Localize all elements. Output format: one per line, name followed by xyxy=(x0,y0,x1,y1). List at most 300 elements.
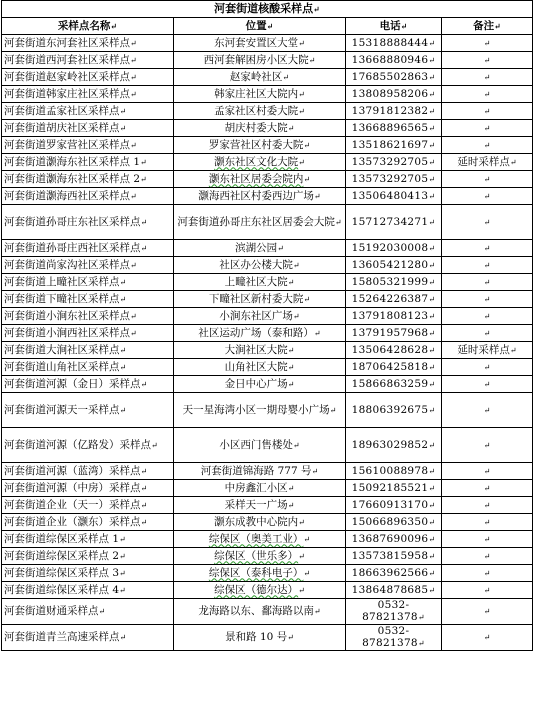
paragraph-mark: ↵ xyxy=(483,38,491,48)
location-cell xyxy=(174,120,346,137)
phone-text: 15066896350 xyxy=(351,515,429,528)
paragraph-mark: ↵ xyxy=(428,55,436,65)
paragraph-mark: ↵ xyxy=(428,311,436,321)
location-text: 中房鑫汇小区 xyxy=(224,481,288,494)
paragraph-mark: ↵ xyxy=(140,483,148,493)
paragraph-mark: ↵ xyxy=(428,362,436,372)
phone-cell xyxy=(346,205,442,240)
table-row xyxy=(2,325,533,342)
phone-cell xyxy=(346,240,442,257)
table-body xyxy=(2,35,533,651)
paragraph-mark: ↵ xyxy=(130,311,137,321)
location-cell xyxy=(174,342,346,359)
name-cell xyxy=(2,274,174,291)
paragraph-mark: ↵ xyxy=(298,38,305,48)
location-text: 社区办公楼大院 xyxy=(219,258,293,271)
location-cell xyxy=(174,531,346,548)
paragraph-mark: ↵ xyxy=(292,260,300,270)
name-cell xyxy=(2,308,174,325)
location-text: 山角社区大院 xyxy=(224,360,288,373)
header-name: 采样点名称↵ xyxy=(2,18,174,35)
name-text: 河套街道西河套社区采样点 xyxy=(4,53,130,66)
name-text: 河套街道综保区采样点 4 xyxy=(4,583,120,596)
paragraph-mark: ↵ xyxy=(483,55,491,65)
name-cell xyxy=(2,154,174,171)
paragraph-mark: ↵ xyxy=(303,568,311,578)
paragraph-mark: ↵ xyxy=(119,405,127,415)
note-cell xyxy=(442,52,533,69)
table-row xyxy=(2,274,533,291)
paragraph-mark: ↵ xyxy=(119,585,126,595)
note-cell xyxy=(442,359,533,376)
name-text: 河套街道河源天一采样点 xyxy=(4,403,120,416)
location-text: 综保区（泰科电子） xyxy=(208,566,304,579)
note-cell xyxy=(442,308,533,325)
note-cell xyxy=(442,428,533,463)
header-location: 位置↵ xyxy=(174,18,346,35)
paragraph-mark: ↵ xyxy=(130,72,137,82)
name-text: 河套街道综保区采样点 2 xyxy=(4,549,120,562)
phone-text: 15264226387 xyxy=(351,292,429,305)
paragraph-mark: ↵ xyxy=(428,534,436,544)
note-cell xyxy=(442,342,533,359)
note-cell xyxy=(442,137,533,154)
paragraph-mark: ↵ xyxy=(428,483,436,493)
note-cell xyxy=(442,154,533,171)
name-cell xyxy=(2,514,174,531)
table-row xyxy=(2,154,533,171)
table-row xyxy=(2,257,533,274)
phone-text: 18663962566 xyxy=(351,566,429,579)
location-text: 东河套安置区大堂 xyxy=(214,36,299,49)
table-row xyxy=(2,497,533,514)
location-cell xyxy=(174,463,346,480)
phone-text: 18963029852 xyxy=(351,438,429,451)
paragraph-mark: ↵ xyxy=(287,483,295,493)
name-cell xyxy=(2,35,174,52)
name-text: 河套街道综保区采样点 1 xyxy=(4,532,120,545)
paragraph-mark: ↵ xyxy=(428,551,436,561)
paragraph-mark: ↵ xyxy=(483,362,491,372)
phone-cell xyxy=(346,428,442,463)
paragraph-mark: ↵ xyxy=(428,123,436,133)
paragraph-mark: ↵ xyxy=(140,500,148,510)
paragraph-mark: ↵ xyxy=(483,311,491,321)
phone-cell xyxy=(346,548,442,565)
table-row xyxy=(2,548,533,565)
phone-cell xyxy=(346,599,442,625)
phone-cell xyxy=(346,497,442,514)
phone-text: 15092185521 xyxy=(351,481,429,494)
table-row xyxy=(2,599,533,625)
phone-cell xyxy=(346,274,442,291)
paragraph-mark: ↵ xyxy=(428,260,436,270)
paragraph-mark: ↵ xyxy=(483,294,491,304)
paragraph-mark: ↵ xyxy=(303,174,311,184)
phone-cell xyxy=(346,171,442,188)
paragraph-mark: ↵ xyxy=(428,140,436,150)
location-cell xyxy=(174,240,346,257)
table-row xyxy=(2,625,533,651)
paragraph-mark: ↵ xyxy=(483,517,491,527)
paragraph-mark: ↵ xyxy=(140,379,148,389)
paragraph-mark: ↵ xyxy=(140,157,147,167)
paragraph-mark: ↵ xyxy=(509,345,517,355)
paragraph-mark: ↵ xyxy=(303,294,311,304)
table-row xyxy=(2,103,533,120)
paragraph-mark: ↵ xyxy=(303,140,311,150)
location-text: 罗家营社区村委大院 xyxy=(208,138,304,151)
name-cell xyxy=(2,86,174,103)
paragraph-mark: ↵ xyxy=(428,405,436,415)
paragraph-mark: ↵ xyxy=(292,440,300,450)
note-cell xyxy=(442,599,533,625)
name-text: 河套街道河源（亿路发）采样点 xyxy=(4,438,151,451)
name-text: 河套街道孟家社区采样点 xyxy=(4,104,120,117)
paragraph-mark: ↵ xyxy=(287,345,295,355)
table-row xyxy=(2,35,533,52)
paragraph-mark: ↵ xyxy=(428,345,436,355)
name-cell xyxy=(2,531,174,548)
paragraph-mark: ↵ xyxy=(119,568,126,578)
paragraph-mark: ↵ xyxy=(308,55,316,65)
phone-cell xyxy=(346,137,442,154)
paragraph-mark: ↵ xyxy=(483,466,491,476)
location-text: 上疃社区大院 xyxy=(224,275,288,288)
paragraph-mark: ↵ xyxy=(130,191,137,201)
note-cell xyxy=(442,188,533,205)
paragraph-mark: ↵ xyxy=(483,243,491,253)
table-row xyxy=(2,514,533,531)
name-cell xyxy=(2,325,174,342)
phone-text: 17660913170 xyxy=(351,498,429,511)
paragraph-mark: ↵ xyxy=(483,551,491,561)
note-cell xyxy=(442,582,533,599)
phone-cell xyxy=(346,480,442,497)
paragraph-mark: ↵ xyxy=(292,311,300,321)
paragraph-mark: ↵ xyxy=(483,483,491,493)
paragraph-mark: ↵ xyxy=(417,613,425,622)
paragraph-mark: ↵ xyxy=(428,294,436,304)
location-cell xyxy=(174,69,346,86)
name-text: 河套街道东河套社区采样点 xyxy=(4,36,130,49)
paragraph-mark: ↵ xyxy=(483,379,491,389)
name-cell xyxy=(2,342,174,359)
phone-text: 15610088978 xyxy=(351,464,429,477)
location-text: 采样天一广场 xyxy=(224,498,288,511)
paragraph-mark: ↵ xyxy=(509,157,517,167)
table-row xyxy=(2,120,533,137)
paragraph-mark: ↵ xyxy=(303,534,311,544)
sampling-points-sheet xyxy=(1,0,532,651)
location-cell xyxy=(174,291,346,308)
paragraph-mark: ↵ xyxy=(428,277,436,287)
paragraph-mark: ↵ xyxy=(483,106,491,116)
paragraph-mark: ↵ xyxy=(428,328,436,338)
name-cell xyxy=(2,359,174,376)
paragraph-mark: ↵ xyxy=(428,174,436,184)
phone-cell xyxy=(346,325,442,342)
paragraph-mark: ↵ xyxy=(313,191,321,201)
paragraph-mark: ↵ xyxy=(334,217,342,227)
location-cell xyxy=(174,480,346,497)
phone-text: 13668880946 xyxy=(351,53,429,66)
location-cell xyxy=(174,393,346,428)
paragraph-mark: ↵ xyxy=(428,191,436,201)
note-cell xyxy=(442,257,533,274)
paragraph-mark: ↵ xyxy=(483,277,491,287)
name-cell xyxy=(2,376,174,393)
name-cell xyxy=(2,171,174,188)
location-cell xyxy=(174,497,346,514)
location-cell xyxy=(174,565,346,582)
table-row xyxy=(2,582,533,599)
paragraph-mark: ↵ xyxy=(287,362,295,372)
phone-cell xyxy=(346,188,442,205)
phone-cell xyxy=(346,103,442,120)
location-cell xyxy=(174,599,346,625)
paragraph-mark: ↵ xyxy=(428,466,436,476)
paragraph-mark: ↵ xyxy=(483,140,491,150)
table-title: 河套街道核酸采样点 xyxy=(214,2,314,15)
location-text: 河套街道锦海路 777 号 xyxy=(200,464,312,477)
name-cell xyxy=(2,548,174,565)
location-text: 灏东社区居委会院内 xyxy=(208,172,304,185)
paragraph-mark: ↵ xyxy=(329,405,337,415)
location-text: 下疃社区新村委大院 xyxy=(208,292,304,305)
phone-text: 13864878685 xyxy=(351,583,429,596)
table-row xyxy=(2,359,533,376)
name-text: 河套街道河源（中房）采样点 xyxy=(4,481,141,494)
paragraph-mark: ↵ xyxy=(483,89,491,99)
paragraph-mark: ↵ xyxy=(483,260,491,270)
paragraph-mark: ↵ xyxy=(428,440,436,450)
note-cell xyxy=(442,35,533,52)
name-cell xyxy=(2,257,174,274)
location-cell xyxy=(174,86,346,103)
paragraph-mark: ↵ xyxy=(428,379,436,389)
location-cell xyxy=(174,625,346,651)
paragraph-mark: ↵ xyxy=(483,191,491,201)
location-text: 西河套解困房小区大院 xyxy=(203,53,309,66)
paragraph-mark: ↵ xyxy=(483,405,491,415)
paragraph-mark: ↵ xyxy=(428,517,436,527)
name-text: 河套街道灏海东社区采样点 1 xyxy=(4,155,141,168)
phone-text: 15712734271 xyxy=(351,215,429,228)
paragraph-mark: ↵ xyxy=(298,551,305,561)
phone-text: 15318888444 xyxy=(351,36,429,49)
name-text: 河套街道胡庆社区采样点 xyxy=(4,121,120,134)
paragraph-mark: ↵ xyxy=(119,362,127,372)
name-cell xyxy=(2,103,174,120)
paragraph-mark: ↵ xyxy=(483,217,491,227)
name-text: 河套街道财通采样点 xyxy=(4,605,99,617)
header-phone: 电话↵ xyxy=(346,18,442,35)
phone-text: 13791812382 xyxy=(351,104,429,117)
location-cell xyxy=(174,514,346,531)
note-text: 延时采样点 xyxy=(457,155,510,168)
phone-cell xyxy=(346,514,442,531)
name-text: 河套街道企业（灏东）采样点 xyxy=(4,515,141,528)
paragraph-mark: ↵ xyxy=(298,106,305,116)
paragraph-mark: ↵ xyxy=(298,585,305,595)
location-cell xyxy=(174,308,346,325)
note-cell xyxy=(442,120,533,137)
paragraph-mark: ↵ xyxy=(277,243,284,253)
note-cell xyxy=(442,291,533,308)
phone-text: 0532-87821378 xyxy=(362,599,418,623)
location-text: 河套街道孙哥庄东社区居委会大院 xyxy=(177,215,335,228)
note-text: 延时采样点 xyxy=(457,343,510,356)
phone-text: 13808958206 xyxy=(351,87,429,100)
paragraph-mark: ↵ xyxy=(130,89,137,99)
note-cell xyxy=(442,171,533,188)
name-text: 河套街道孙哥庄西社区采样点 xyxy=(4,241,141,254)
paragraph-mark: ↵ xyxy=(119,123,127,133)
paragraph-mark: ↵ xyxy=(483,123,491,133)
table-row xyxy=(2,393,533,428)
paragraph-mark: ↵ xyxy=(282,72,290,82)
phone-cell xyxy=(346,257,442,274)
table-row xyxy=(2,69,533,86)
paragraph-mark: ↵ xyxy=(483,633,491,642)
phone-cell xyxy=(346,291,442,308)
location-cell xyxy=(174,257,346,274)
name-text: 河套街道上疃社区采样点 xyxy=(4,275,120,288)
location-cell xyxy=(174,52,346,69)
location-text: 大涧社区大院 xyxy=(224,343,288,356)
note-cell xyxy=(442,325,533,342)
location-text: 综保区（世乐多） xyxy=(214,549,299,562)
name-text: 河套街道综保区采样点 3 xyxy=(4,566,120,579)
phone-text: 18806392675 xyxy=(351,403,429,416)
table-row xyxy=(2,531,533,548)
paragraph-mark: ↵ xyxy=(140,466,148,476)
paragraph-mark: ↵ xyxy=(417,639,425,648)
note-cell xyxy=(442,240,533,257)
paragraph-mark: ↵ xyxy=(483,500,491,510)
location-cell xyxy=(174,205,346,240)
name-text: 河套街道河源（金日）采样点 xyxy=(4,377,141,390)
phone-text: 13791957968 xyxy=(351,326,429,339)
paragraph-mark: ↵ xyxy=(140,174,147,184)
name-text: 河套街道企业（天一）采样点 xyxy=(4,498,141,511)
name-cell xyxy=(2,463,174,480)
paragraph-mark: ↵ xyxy=(140,217,148,227)
name-cell xyxy=(2,205,174,240)
location-cell xyxy=(174,376,346,393)
location-text: 龙海路以东、鄱海路以南 xyxy=(198,605,314,617)
paragraph-mark: ↵ xyxy=(130,328,137,338)
phone-text: 18706425818 xyxy=(351,360,429,373)
phone-text: 13506480413 xyxy=(351,189,429,202)
name-cell xyxy=(2,137,174,154)
location-text: 灏东社区文化大院 xyxy=(214,155,299,168)
paragraph-mark: ↵ xyxy=(311,466,319,476)
name-cell xyxy=(2,599,174,625)
paragraph-mark: ↵ xyxy=(483,534,491,544)
note-cell xyxy=(442,205,533,240)
header-row xyxy=(2,18,533,35)
location-text: 赵家岭社区 xyxy=(229,70,283,83)
location-text: 天一星海湾小区一期母婴小广场 xyxy=(182,403,330,416)
paragraph-mark: ↵ xyxy=(119,345,127,355)
location-text: 小涧东社区广场 xyxy=(219,309,293,322)
phone-text: 0532-87821378 xyxy=(362,625,418,649)
paragraph-mark: ↵ xyxy=(287,633,294,642)
phone-cell xyxy=(346,463,442,480)
location-text: 灏海西社区村委西边广场 xyxy=(198,189,314,202)
location-cell xyxy=(174,548,346,565)
phone-cell xyxy=(346,154,442,171)
name-text: 河套街道大涧社区采样点 xyxy=(4,343,120,356)
name-cell xyxy=(2,120,174,137)
location-text: 综保区（奥美工业） xyxy=(208,532,304,545)
name-cell xyxy=(2,393,174,428)
location-cell xyxy=(174,103,346,120)
table-row xyxy=(2,463,533,480)
name-cell xyxy=(2,625,174,651)
name-text: 河套街道小涧西社区采样点 xyxy=(4,326,130,339)
table-row xyxy=(2,480,533,497)
paragraph-mark: ↵ xyxy=(287,277,295,287)
phone-cell xyxy=(346,359,442,376)
name-cell xyxy=(2,497,174,514)
phone-text: 15192030008 xyxy=(351,241,429,254)
table-row xyxy=(2,291,533,308)
name-text: 河套街道灏海东社区采样点 2 xyxy=(4,172,141,185)
paragraph-mark: ↵ xyxy=(483,328,491,338)
title-row xyxy=(2,1,533,18)
name-cell xyxy=(2,291,174,308)
location-cell xyxy=(174,428,346,463)
phone-text: 15805321999 xyxy=(351,275,429,288)
phone-text: 17685502863 xyxy=(351,70,429,83)
table-row xyxy=(2,188,533,205)
table-title-cell xyxy=(2,1,533,18)
table-row xyxy=(2,308,533,325)
name-text: 河套街道下疃社区采样点 xyxy=(4,292,120,305)
table-row xyxy=(2,52,533,69)
paragraph-mark: ↵ xyxy=(428,157,436,167)
name-cell xyxy=(2,240,174,257)
name-text: 河套街道山角社区采样点 xyxy=(4,360,120,373)
paragraph-mark: ↵ xyxy=(140,243,148,253)
paragraph-mark: ↵ xyxy=(313,328,321,338)
location-cell xyxy=(174,154,346,171)
phone-cell xyxy=(346,376,442,393)
phone-cell xyxy=(346,308,442,325)
paragraph-mark: ↵ xyxy=(428,585,436,595)
paragraph-mark: ↵ xyxy=(140,517,148,527)
table-row xyxy=(2,240,533,257)
location-text: 社区运动广场（泰和路） xyxy=(198,326,314,339)
location-text: 胡庆村委大院 xyxy=(224,121,288,134)
location-cell xyxy=(174,359,346,376)
name-cell xyxy=(2,428,174,463)
location-cell xyxy=(174,274,346,291)
location-cell xyxy=(174,325,346,342)
phone-cell xyxy=(346,531,442,548)
phone-text: 13791808123 xyxy=(351,309,429,322)
paragraph-mark: ↵ xyxy=(119,294,127,304)
location-text: 孟家社区村委大院 xyxy=(214,104,299,117)
paragraph-mark: ↵ xyxy=(287,379,295,389)
paragraph-mark: ↵ xyxy=(483,174,491,184)
name-text: 河套街道灏海西社区采样点 xyxy=(4,189,130,202)
phone-text: 13687690096 xyxy=(351,532,429,545)
paragraph-mark: ↵ xyxy=(428,217,436,227)
